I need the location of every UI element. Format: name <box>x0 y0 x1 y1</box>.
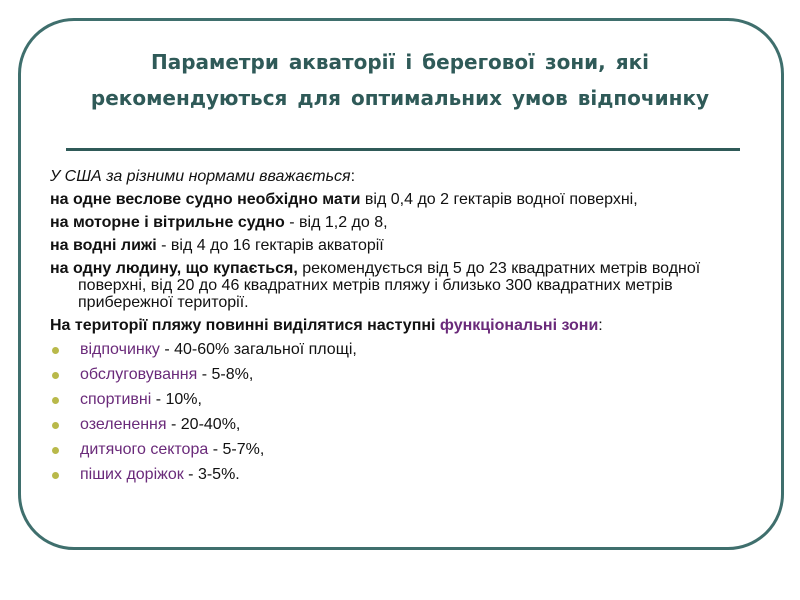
list-item <box>50 465 750 490</box>
list-item <box>50 440 750 465</box>
beach-heading-highlight: функціональні зони <box>439 317 599 334</box>
zone-value: - 40-60% загальної площі, <box>159 341 357 358</box>
norm-rowing-boat <box>50 191 750 208</box>
bullet-icon <box>52 472 59 479</box>
zone-value: - 5-7%, <box>208 441 265 458</box>
zone-name: обслуговування <box>80 366 198 383</box>
norm-label: на одне веслове судно необхідно мати <box>50 191 361 208</box>
bullet-icon <box>52 397 59 404</box>
intro-colon: : <box>350 168 356 185</box>
bullet-icon <box>52 447 59 454</box>
slide-title <box>40 44 760 116</box>
norm-value: - від 4 до 16 гектарів акваторії <box>156 237 384 254</box>
norm-water-skiing <box>50 237 750 254</box>
norm-label: на водні лижі <box>50 237 157 254</box>
norm-value: від 0,4 до 2 гектарів водної поверхні, <box>360 191 638 208</box>
list-item <box>50 340 750 365</box>
zone-value: - 5-8%, <box>197 366 254 383</box>
norm-bather <box>50 260 750 311</box>
zone-value: - 3-5%. <box>183 466 240 483</box>
zone-name: спортивні <box>80 391 152 408</box>
zones-list <box>50 340 750 490</box>
title-divider <box>66 148 740 151</box>
norm-motor-boat <box>50 214 750 231</box>
zone-name: відпочинку <box>80 341 160 358</box>
list-item <box>50 390 750 415</box>
beach-zones-heading <box>50 317 750 334</box>
norm-value: - від 1,2 до 8, <box>284 214 388 231</box>
bullet-icon <box>52 347 59 354</box>
beach-heading-colon: : <box>598 317 603 334</box>
zone-name: дитячого сектора <box>80 441 209 458</box>
norm-label: на одну людину, що купається, <box>50 260 298 277</box>
list-item <box>50 415 750 440</box>
zone-name: піших доріжок <box>80 466 184 483</box>
title-line-1: Параметри акваторії і берегової зони, які <box>150 50 650 74</box>
zone-name: озеленення <box>80 416 167 433</box>
slide-content <box>50 168 750 490</box>
norm-label: на моторне і вітрильне судно <box>50 214 285 231</box>
list-item <box>50 365 750 390</box>
norm-value: рекомендується від 5 до 23 квадратних метрів водної поверхні, від 20 до 46 квадратних метрів пляжу і близько 300 квадратних метрів прибережної території. <box>78 260 701 311</box>
zone-value: - 10%, <box>151 391 202 408</box>
bullet-icon <box>52 372 59 379</box>
beach-heading-text: На території пляжу повинні виділятися наступні <box>50 317 440 334</box>
zone-value: - 20-40%, <box>166 416 241 433</box>
bullet-icon <box>52 422 59 429</box>
title-line-2: рекомендуються для оптимальних умов відпочинку <box>90 86 710 110</box>
intro-paragraph <box>50 168 750 185</box>
intro-text: У США за різними нормами вважається <box>50 168 351 185</box>
